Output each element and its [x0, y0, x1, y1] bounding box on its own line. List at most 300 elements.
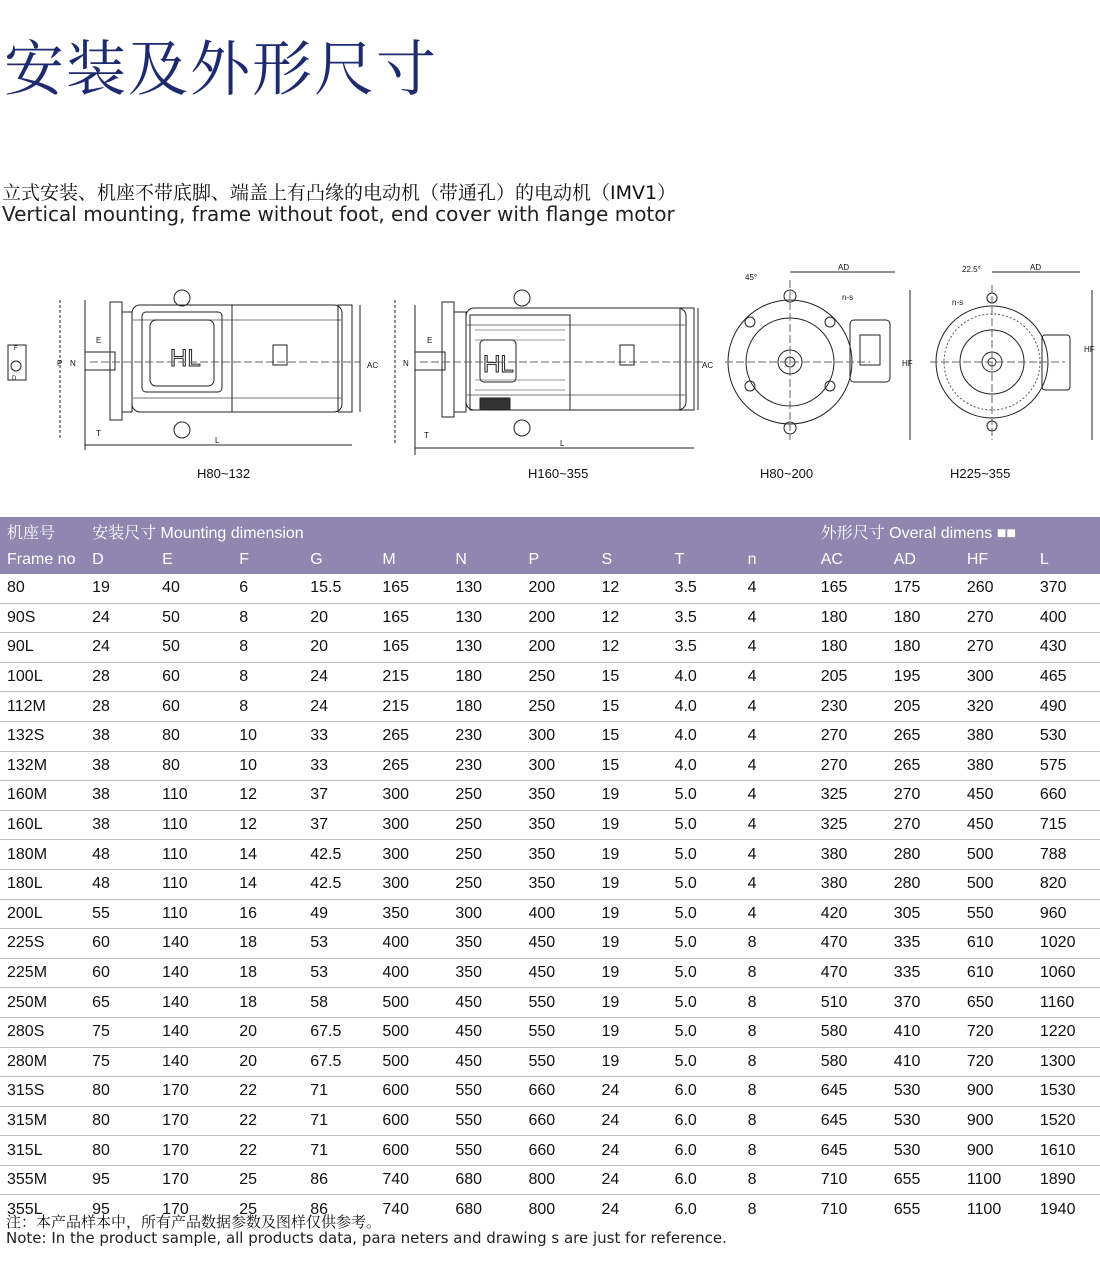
table-cell: 300 — [375, 810, 448, 840]
table-cell: 19 — [595, 929, 668, 959]
table-cell: 270 — [814, 751, 887, 781]
table-cell: 500 — [960, 869, 1033, 899]
table-cell: 19 — [595, 899, 668, 929]
table-cell: 200 — [521, 574, 594, 603]
table-row — [0, 1077, 1100, 1107]
table-cell: 265 — [375, 721, 448, 751]
table-cell: 450 — [521, 958, 594, 988]
table-cell: 25 — [239, 1200, 257, 1218]
table-cell: 28 — [85, 692, 155, 722]
table-cell: 80 — [155, 721, 232, 751]
table-cell: 300 — [521, 721, 594, 751]
table-cell: 86 — [310, 1200, 329, 1218]
table-cell: 75 — [85, 1047, 155, 1077]
table-cell: 140 — [155, 1047, 232, 1077]
table-cell: 8 — [741, 1165, 814, 1195]
table-cell: 160L — [0, 810, 85, 840]
table-cell: 1300 — [1033, 1047, 1100, 1077]
table-cell: 12 — [232, 781, 303, 811]
table-cell: 4 — [741, 810, 814, 840]
table-cell: 4 — [741, 721, 814, 751]
table-cell: 160M — [0, 781, 85, 811]
table-cell: 86 — [303, 1165, 375, 1195]
label-F: F — [14, 346, 18, 352]
table-cell: 38 — [85, 810, 155, 840]
table-cell: 450 — [448, 1017, 521, 1047]
table-cell: 1100 — [966, 1200, 1002, 1218]
table-cell: 71 — [303, 1106, 375, 1136]
table-row — [0, 1047, 1100, 1077]
table-cell: 4 — [741, 751, 814, 781]
table-cell: 80 — [0, 574, 85, 603]
table-cell: 130 — [448, 574, 521, 603]
table-cell: 55 — [85, 899, 155, 929]
table-cell: 250 — [521, 692, 594, 722]
table-cell: 60 — [155, 692, 232, 722]
table-cell: 430 — [1033, 633, 1100, 663]
column-header: AC — [814, 545, 887, 574]
table-cell: 660 — [521, 1077, 594, 1107]
table-cell: 380 — [814, 840, 887, 870]
table-cell: 19 — [595, 958, 668, 988]
table-cell: 645 — [814, 1106, 887, 1136]
caption-h80-200: H80~200 — [760, 466, 814, 481]
table-cell: 4 — [741, 662, 814, 692]
table-cell: 800 — [521, 1165, 594, 1195]
table-cell: 110 — [155, 840, 232, 870]
table-cell: 1530 — [1033, 1077, 1100, 1107]
table-cell: 12 — [232, 810, 303, 840]
table-cell: 8 — [741, 1077, 814, 1107]
table-cell: 165 — [375, 574, 448, 603]
table-cell: 1020 — [1033, 929, 1100, 959]
table-cell: 42.5 — [303, 840, 375, 870]
table-cell: 48 — [85, 840, 155, 870]
table-cell: 600 — [375, 1077, 448, 1107]
column-header: N — [448, 545, 521, 574]
table-cell: 71 — [303, 1136, 375, 1166]
table-row — [0, 988, 1100, 1018]
table-cell: 250M — [0, 988, 85, 1018]
table-cell: 180 — [887, 603, 960, 633]
table-cell: 4.0 — [668, 662, 741, 692]
table-row — [0, 840, 1100, 870]
table-cell: 6 — [232, 574, 303, 603]
table-cell: 610 — [960, 929, 1033, 959]
table-cell: 1220 — [1033, 1017, 1100, 1047]
table-cell: 19 — [595, 840, 668, 870]
label-22deg: 22.5° — [962, 265, 981, 274]
table-cell: 4 — [741, 840, 814, 870]
table-cell: 280 — [887, 840, 960, 870]
table-cell: 315M — [0, 1106, 85, 1136]
table-cell: 600 — [375, 1106, 448, 1136]
table-cell: 270 — [960, 603, 1033, 633]
table-cell: 33 — [303, 751, 375, 781]
table-cell: 300 — [375, 781, 448, 811]
table-cell: 80 — [85, 1077, 155, 1107]
column-header: HF — [960, 545, 1033, 574]
table-cell: 645 — [814, 1077, 887, 1107]
table-cell: 38 — [85, 781, 155, 811]
table-cell: 140 — [155, 929, 232, 959]
table-cell: 250 — [448, 781, 521, 811]
table-cell: 530 — [1033, 721, 1100, 751]
table-row — [0, 603, 1100, 633]
table-cell: 90S — [0, 603, 85, 633]
table-cell: 58 — [303, 988, 375, 1018]
table-cell: 8 — [232, 662, 303, 692]
table-cell: 5.0 — [668, 929, 741, 959]
column-header: Frame no — [0, 545, 85, 574]
table-cell: 67.5 — [303, 1017, 375, 1047]
table-cell: 53 — [303, 958, 375, 988]
table-cell: 14 — [232, 869, 303, 899]
table-cell: 8 — [232, 692, 303, 722]
table-cell: 132S — [0, 721, 85, 751]
table-cell: 25 — [232, 1165, 303, 1195]
table-cell: 180 — [814, 603, 887, 633]
table-cell: 195 — [887, 662, 960, 692]
caption-h160-355: H160~355 — [528, 466, 589, 481]
table-cell: 180L — [0, 869, 85, 899]
label-45deg: 45° — [745, 273, 758, 282]
table-cell: 170 — [162, 1200, 189, 1218]
table-cell: 510 — [814, 988, 887, 1018]
table-cell: 15 — [595, 751, 668, 781]
table-cell: 500 — [375, 1047, 448, 1077]
table-cell: 18 — [232, 958, 303, 988]
table-row — [0, 721, 1100, 751]
table-cell: 215 — [375, 692, 448, 722]
label-T-2: T — [424, 431, 429, 440]
table-cell: 650 — [960, 988, 1033, 1018]
column-header: M — [375, 545, 448, 574]
table-cell: 4 — [741, 692, 814, 722]
subtitle-english: Vertical mounting, frame without foot, end cover with flange motor — [2, 202, 675, 226]
column-header: P — [521, 545, 594, 574]
table-cell: 5.0 — [668, 958, 741, 988]
table-cell: 325 — [814, 810, 887, 840]
table-cell: 165 — [375, 603, 448, 633]
table-cell: 380 — [960, 721, 1033, 751]
table-cell: 3.5 — [668, 574, 741, 603]
table-row — [0, 633, 1100, 663]
table-cell: 200L — [0, 899, 85, 929]
table-cell: 8 — [232, 603, 303, 633]
table-row — [0, 1106, 1100, 1136]
table-cell: 22 — [232, 1136, 303, 1166]
column-header: S — [595, 545, 668, 574]
table-cell: 550 — [448, 1136, 521, 1166]
table-cell: 315L — [0, 1136, 85, 1166]
table-cell: 380 — [814, 869, 887, 899]
table-row — [0, 662, 1100, 692]
table-cell: 645 — [814, 1136, 887, 1166]
table-cell: 300 — [960, 662, 1033, 692]
table-cell: 12 — [595, 633, 668, 663]
table-cell: 720 — [960, 1017, 1033, 1047]
table-cell: 450 — [448, 1047, 521, 1077]
table-cell: 1940 — [1039, 1200, 1076, 1218]
table-cell: 4 — [741, 869, 814, 899]
table-cell: 3.5 — [668, 633, 741, 663]
table-cell: 200 — [521, 603, 594, 633]
table-cell: 270 — [960, 633, 1033, 663]
table-cell: 610 — [960, 958, 1033, 988]
table-cell: 350 — [521, 781, 594, 811]
table-cell: 8 — [232, 633, 303, 663]
label-E: E — [96, 336, 102, 345]
table-cell: 19 — [595, 810, 668, 840]
side-view-large-frame — [395, 290, 713, 455]
table-cell: 4.0 — [668, 692, 741, 722]
table-cell: 1890 — [1033, 1165, 1100, 1195]
table-cell: 14 — [232, 840, 303, 870]
table-cell: 550 — [960, 899, 1033, 929]
table-cell: 8 — [741, 1047, 814, 1077]
label-HF-2: HF — [1084, 345, 1095, 354]
table-cell: 4 — [741, 899, 814, 929]
table-cell: 350 — [448, 929, 521, 959]
table-cell: 8 — [741, 958, 814, 988]
table-cell: 53 — [303, 929, 375, 959]
table-cell: 740 — [382, 1200, 410, 1218]
table-cell: 465 — [1033, 662, 1100, 692]
table-cell: 170 — [155, 1077, 232, 1107]
table-cell: 1060 — [1033, 958, 1100, 988]
column-header: G — [303, 545, 375, 574]
table-row — [0, 869, 1100, 899]
note-english: Note: In the product sample, all products data, para neters and drawing s are just for reference. — [6, 1229, 727, 1247]
table-cell: 355L — [7, 1200, 43, 1218]
table-cell: 6.0 — [668, 1136, 741, 1166]
table-cell: 180 — [448, 662, 521, 692]
table-row — [0, 781, 1100, 811]
table-cell: 18 — [232, 988, 303, 1018]
table-cell: 12 — [595, 574, 668, 603]
table-cell: 132M — [0, 751, 85, 781]
table-cell: 28 — [85, 662, 155, 692]
table-cell: 24 — [595, 1165, 668, 1195]
table-row — [0, 751, 1100, 781]
table-cell: 250 — [448, 869, 521, 899]
table-cell: 60 — [85, 929, 155, 959]
table-cell: 350 — [375, 899, 448, 929]
table-cell: 38 — [85, 751, 155, 781]
table-cell: 60 — [85, 958, 155, 988]
table-cell: 33 — [303, 721, 375, 751]
table-cell: 710 — [814, 1165, 887, 1195]
table-cell: 410 — [887, 1047, 960, 1077]
table-cell: 280 — [887, 869, 960, 899]
table-cell: 350 — [521, 810, 594, 840]
table-cell: 165 — [814, 574, 887, 603]
header-overall-dimension: 外形尺寸 Overal dimens ■■ — [814, 517, 1100, 545]
table-cell: 400 — [1033, 603, 1100, 633]
header-frame-cn: 机座号 — [0, 517, 85, 545]
label-N-2: N — [403, 359, 409, 368]
table-cell: 660 — [1033, 781, 1100, 811]
table-cell: 24 — [85, 633, 155, 663]
table-cell: 900 — [960, 1106, 1033, 1136]
table-cell: 680 — [455, 1200, 483, 1218]
page-title: 安装及外形尺寸 — [4, 35, 438, 105]
table-row — [0, 1136, 1100, 1166]
table-cell: 20 — [232, 1047, 303, 1077]
table-cell: 205 — [814, 662, 887, 692]
table-cell: 19 — [595, 988, 668, 1018]
table-cell: 75 — [85, 1017, 155, 1047]
table-cell: 19 — [595, 1047, 668, 1077]
table-cell: 370 — [1033, 574, 1100, 603]
table-cell: 380 — [960, 751, 1033, 781]
table-cell: 230 — [448, 721, 521, 751]
label-AD-2: AD — [1030, 263, 1042, 272]
table-cell: 15 — [595, 721, 668, 751]
table-cell: 110 — [155, 781, 232, 811]
table-cell: 71 — [303, 1077, 375, 1107]
label-L-2: L — [560, 439, 565, 448]
table-cell: 660 — [521, 1136, 594, 1166]
label-N: N — [70, 359, 76, 368]
label-P: P — [57, 359, 63, 368]
table-cell: 4 — [741, 633, 814, 663]
table-cell: 5.0 — [668, 869, 741, 899]
table-row — [0, 574, 1100, 603]
table-cell: 655 — [893, 1200, 921, 1218]
table-cell: 5.0 — [668, 840, 741, 870]
column-header: F — [232, 545, 303, 574]
note-chinese: 注：本产品样本中，所有产品数据参数及图样仅供参考。 — [6, 1213, 382, 1231]
table-cell: 5.0 — [668, 781, 741, 811]
column-header: AD — [887, 545, 960, 574]
table-cell: 410 — [887, 1017, 960, 1047]
table-cell: 130 — [448, 633, 521, 663]
table-cell: 450 — [960, 781, 1033, 811]
table-cell: 24 — [303, 692, 375, 722]
table-cell: 740 — [375, 1165, 448, 1195]
table-cell: 5.0 — [668, 1017, 741, 1047]
table-cell: 10 — [232, 721, 303, 751]
table-cell: 65 — [85, 988, 155, 1018]
table-cell: 270 — [814, 721, 887, 751]
table-cell: 15.5 — [303, 574, 375, 603]
table-cell: 225S — [0, 929, 85, 959]
table-cell: 140 — [155, 1017, 232, 1047]
table-cell: 3.5 — [668, 603, 741, 633]
table-row — [0, 929, 1100, 959]
table-cell: 95 — [85, 1165, 155, 1195]
column-header: T — [668, 545, 741, 574]
table-cell: 170 — [155, 1106, 232, 1136]
table-cell: 4.0 — [668, 751, 741, 781]
table-cell: 470 — [814, 958, 887, 988]
table-cell: 355M — [0, 1165, 85, 1195]
table-cell: 250 — [448, 840, 521, 870]
table-cell: 140 — [155, 988, 232, 1018]
table-cell: 180 — [448, 692, 521, 722]
table-cell: 660 — [521, 1106, 594, 1136]
table-cell: 450 — [448, 988, 521, 1018]
table-cell: 260 — [960, 574, 1033, 603]
label-D: D — [12, 376, 17, 382]
table-cell: 40 — [155, 574, 232, 603]
table-cell: 4 — [741, 574, 814, 603]
table-cell: 8 — [741, 1017, 814, 1047]
table-cell: 270 — [887, 781, 960, 811]
table-cell: 48 — [85, 869, 155, 899]
table-cell: 50 — [155, 633, 232, 663]
table-cell: 180M — [0, 840, 85, 870]
table-cell: 24 — [85, 603, 155, 633]
label-HF: HF — [902, 359, 913, 368]
table-cell: 50 — [155, 603, 232, 633]
table-cell: 550 — [521, 1017, 594, 1047]
table-cell: 1610 — [1033, 1136, 1100, 1166]
table-cell: 15 — [595, 662, 668, 692]
table-cell: 6.0 — [668, 1165, 741, 1195]
table-cell: 22 — [232, 1106, 303, 1136]
side-view-small-frame — [8, 290, 378, 450]
table-cell: 130 — [448, 603, 521, 633]
table-cell: 500 — [375, 1017, 448, 1047]
table-cell: 15 — [595, 692, 668, 722]
table-cell: 170 — [155, 1165, 232, 1195]
table-cell: 170 — [155, 1136, 232, 1166]
table-cell: 175 — [887, 574, 960, 603]
table-cell: 320 — [960, 692, 1033, 722]
table-cell: 450 — [960, 810, 1033, 840]
table-cell: 370 — [887, 988, 960, 1018]
table-cell: 400 — [375, 929, 448, 959]
dimension-table — [0, 517, 1100, 1224]
table-cell: 8 — [741, 1106, 814, 1136]
table-cell: 530 — [887, 1106, 960, 1136]
table-cell: 8 — [741, 988, 814, 1018]
column-header: n — [741, 545, 814, 574]
table-cell: 230 — [448, 751, 521, 781]
table-cell: 300 — [375, 869, 448, 899]
table-cell: 8 — [741, 1136, 814, 1166]
motor-drawings — [0, 258, 1100, 498]
table-cell: 250 — [448, 810, 521, 840]
caption-h225-355: H225~355 — [950, 466, 1011, 481]
table-cell: 350 — [448, 958, 521, 988]
table-cell: 19 — [85, 574, 155, 603]
table-cell: 250 — [521, 662, 594, 692]
table-cell: 960 — [1033, 899, 1100, 929]
table-row — [0, 1017, 1100, 1047]
table-row — [0, 899, 1100, 929]
table-cell: 788 — [1033, 840, 1100, 870]
table-cell: 575 — [1033, 751, 1100, 781]
table-cell: 12 — [595, 603, 668, 633]
table-cell: 19 — [595, 781, 668, 811]
table-cell: 820 — [1033, 869, 1100, 899]
table-cell: 580 — [814, 1017, 887, 1047]
logo-hl-large: HL — [483, 351, 514, 378]
table-cell: 140 — [155, 958, 232, 988]
table-cell: 42.5 — [303, 869, 375, 899]
label-ns-2: n-s — [952, 298, 964, 307]
header-mounting-dimension: 安装尺寸 Mounting dimension — [85, 517, 375, 545]
table-cell: 180 — [887, 633, 960, 663]
table-row — [0, 958, 1100, 988]
table-row — [0, 692, 1100, 722]
subtitle-chinese: 立式安装、机座不带底脚、端盖上有凸缘的电动机（带通孔）的电动机（IMV1） — [2, 182, 677, 204]
table-cell: 550 — [521, 1047, 594, 1077]
